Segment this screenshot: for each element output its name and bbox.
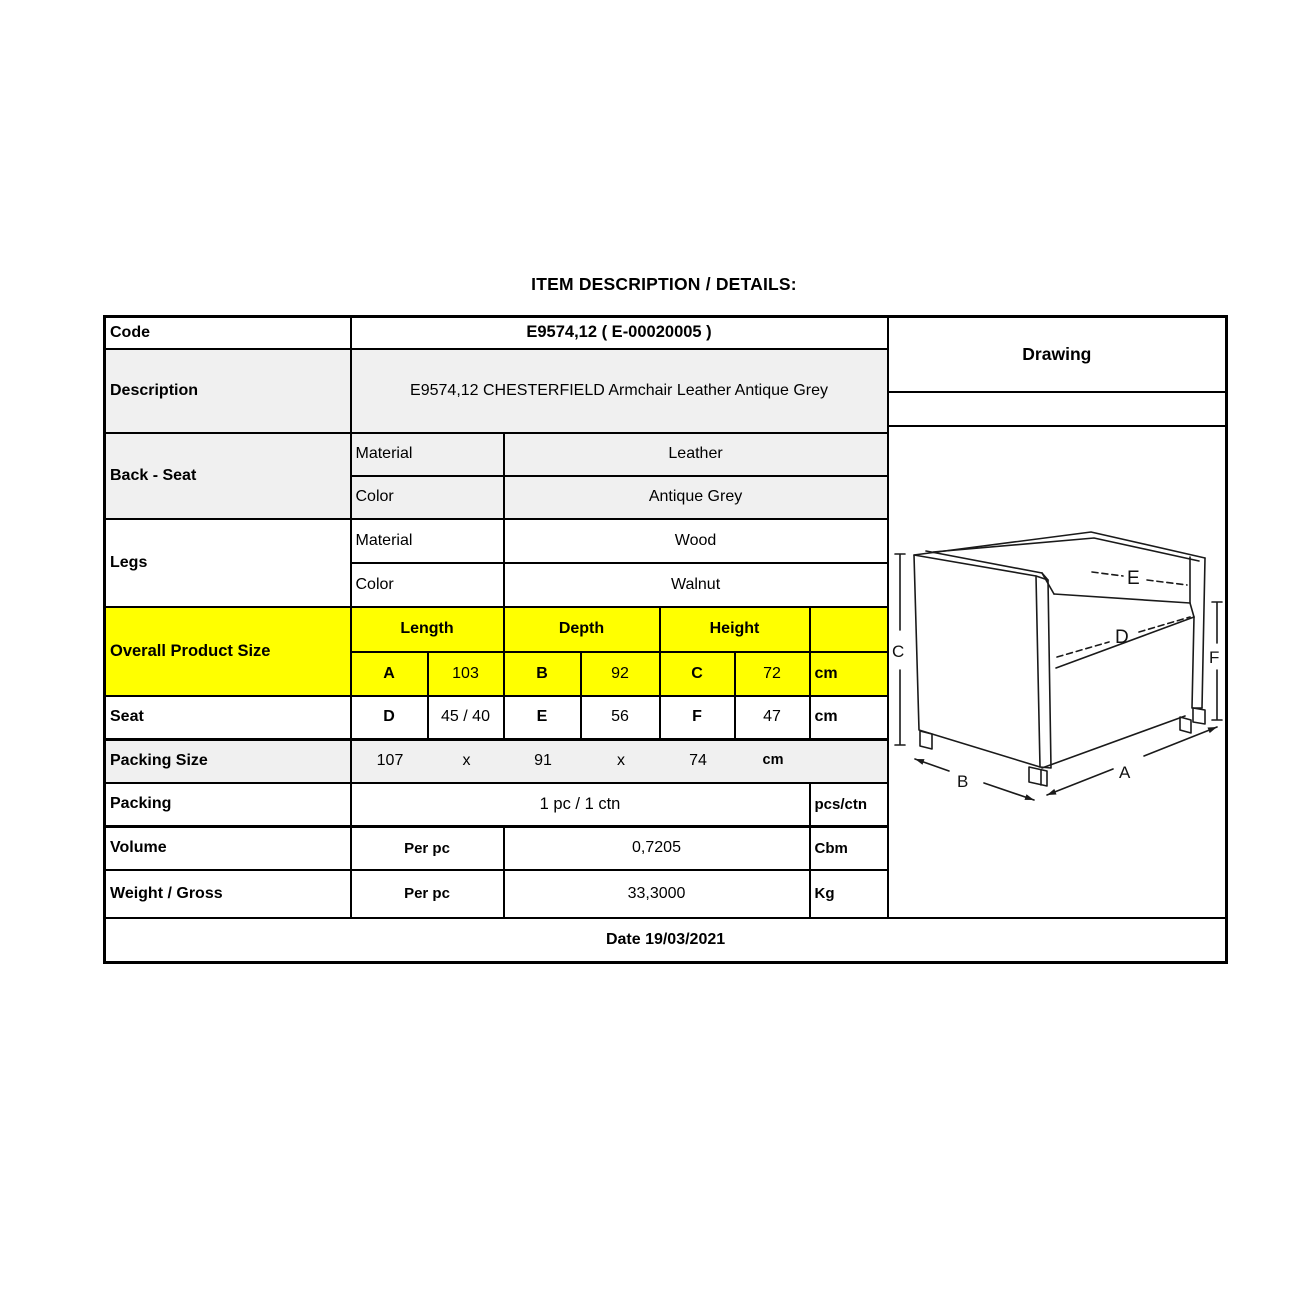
dim-label-e: E [1126,568,1140,589]
size-unit: cm [810,652,888,696]
packing-size-x2: x [617,752,625,770]
page-title: ITEM DESCRIPTION / DETAILS: [531,274,797,294]
packing-size-v1: 107 [376,752,404,770]
packing-size-values [351,740,888,783]
dim-f-label: F [660,696,735,740]
dim-label-a: A [1118,763,1130,782]
packing-size-v2: 91 [534,752,552,770]
depth-header: Depth [504,607,660,652]
length-header: Length [351,607,504,652]
description-label: Description [105,349,351,433]
dim-e-label: E [504,696,581,740]
dim-b-label: B [504,652,581,696]
legs-material-value: Wood [504,519,888,563]
volume-value: 0,7205 [504,827,810,870]
volume-label: Volume [105,827,351,870]
dim-e-value: 56 [581,696,660,740]
date-value: Date 19/03/2021 [105,918,1227,963]
legs-label: Legs [105,519,351,607]
weight-unit: Kg [810,870,888,918]
dim-label-d: D [1114,627,1129,648]
packing-size-x1: x [462,752,471,770]
volume-per: Per pc [351,827,504,870]
back-seat-color-label: Color [351,476,504,519]
dim-d-value: 45 / 40 [428,696,504,740]
packing-size-unit: cm [762,752,784,769]
seat-unit: cm [810,696,888,740]
legs-material-label: Material [351,519,504,563]
packing-unit: pcs/ctn [810,783,888,827]
drawing-cell [888,317,1227,918]
overall-size-label: Overall Product Size [105,607,351,696]
dim-a-label: A [351,652,428,696]
dim-b-value: 92 [581,652,660,696]
dim-c-label: C [660,652,735,696]
back-seat-material-value: Leather [504,433,888,476]
dim-label-c: C [891,642,904,661]
packing-size-label: Packing Size [105,740,351,783]
height-header: Height [660,607,810,652]
back-seat-label: Back - Seat [105,433,351,519]
back-seat-color-value: Antique Grey [504,476,888,519]
weight-label: Weight / Gross [105,870,351,918]
code-value: E9574,12 ( E-00020005 ) [351,317,888,349]
legs-color-value: Walnut [504,563,888,607]
packing-size-v3: 74 [689,752,707,770]
code-row [105,317,1227,349]
code-label: Code [105,317,351,349]
packing-value: 1 pc / 1 ctn [351,783,810,827]
armchair-drawing [889,427,1223,917]
seat-label: Seat [105,696,351,740]
date-row [105,918,1227,963]
drawing-empty-strip [889,393,1226,427]
weight-per: Per pc [351,870,504,918]
legs-color-label: Color [351,563,504,607]
dim-d-label: D [351,696,428,740]
dim-label-f: F [1208,648,1219,667]
spec-table [103,315,1228,964]
packing-label: Packing [105,783,351,827]
dim-a-value: 103 [428,652,504,696]
dim-c-value: 72 [735,652,810,696]
weight-value: 33,3000 [504,870,810,918]
dim-label-b: B [956,772,968,791]
drawing-header: Drawing [889,318,1226,393]
dim-f-value: 47 [735,696,810,740]
size-header-empty [810,607,888,652]
back-seat-material-label: Material [351,433,504,476]
volume-unit: Cbm [810,827,888,870]
description-value: E9574,12 CHESTERFIELD Armchair Leather Antique Grey [351,349,888,433]
